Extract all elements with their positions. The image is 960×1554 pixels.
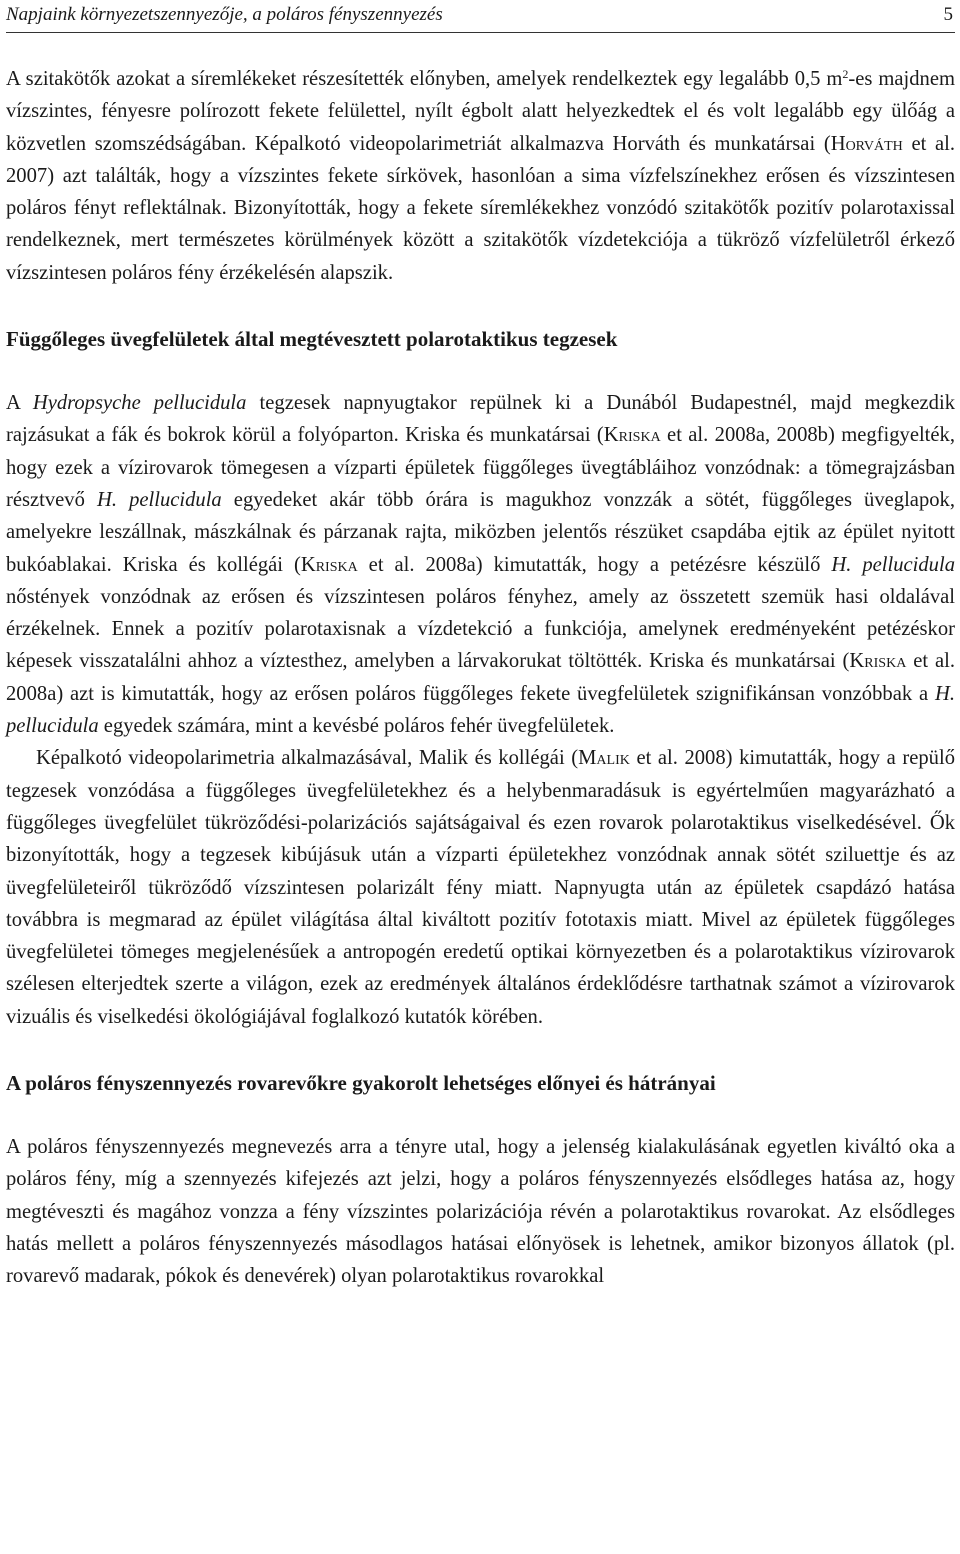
paragraph-malik-videopolarimetry [6, 742, 955, 1033]
section-heading-insectivores: A poláros fényszennyezés rovarevőkre gyakorolt lehetséges előnyei és hátrányai [6, 1071, 716, 1096]
paragraph-polarized-light-pollution [6, 1131, 955, 1292]
citation-author: Horváth [830, 132, 903, 155]
page-number: 5 [943, 4, 953, 25]
text-run: et al. 2008a) azt is kimutatták, hogy az erősen poláros függőleges fekete üvegfelületek szignifikánsan vonzóbbak a [6, 650, 955, 705]
paragraph-dragonfly-gravestones [6, 63, 955, 289]
text-run: A szitakötők azokat a síremlékeket részesítették előnyben, amelyek rendelkeztek egy legalább 0,5 m [6, 68, 843, 90]
page [6, 0, 955, 1293]
text-run: tegzesek napnyugtakor repülnek ki a Dunából Budapestnél, majd megkezdik rajzásukat a fák és bokrok körül a folyóparton. Kriska és munkatársai ( [6, 392, 956, 447]
superscript: 2 [842, 67, 849, 81]
text-run: et al. 2008a) kimutatták, hogy a petézésre készülő [357, 553, 832, 576]
species-name: Hydropsyche pellucidula [32, 392, 247, 415]
text-run: et al. 2007) azt találták, hogy a vízszintes fekete sírkövek, hasonlóan a sima vízfelszínekhez erősen és vízszintesen poláros fényt reflektálnak. Bizonyították, hogy a fekete síremlékekhez vonzódó szitakötők pozitív polarotaxissal rendelkeznek, mert természetes körülmények között a szitakötők vízdetekciója a tükröző vízfelületről érkező vízszintesen poláros fény érzékelésén alapszik. [6, 132, 955, 284]
text-run: et al. 2008a, 2008b) megfigyelték, hogy ezek a vízirovarok tömegesen a vízparti épületek függőleges üvegtábláihoz vonzódnak: a tömegrajzásban résztvevő [6, 424, 955, 511]
citation-author: Malik [578, 747, 630, 770]
citation-author: Kriska [849, 650, 907, 673]
text-run: egyedeket akár több órára is magukhoz vonzzák a sötét, függőleges üveglapok, amelyekre leszállnak, mászkálnak és párzanak rajta, miközben jelentős részüket csapdába ejtik az épület nyitott bukóablakai. Kriska és kollégái ( [6, 488, 955, 576]
text-run: Képalkotó videopolarimetria alkalmazásával, Malik és kollégái ( [36, 747, 579, 770]
text-run: nőstények vonzódnak az erősen és vízszintesen poláros fényhez, amely az összetett szemük hasi oldalával érzékelnek. Ennek a pozitív polarotaxisnak a vízdetekció a funkciója, amelynek eredményeként petézéskor képesek visszatalálni ahhoz a víztesthez, amelyben a lárvakorukat töltötték. Kriska és munkatársai ( [6, 585, 955, 673]
citation-author: Kriska [603, 424, 661, 447]
section-heading-caddisflies: Függőleges üvegfelületek által megtévesztett polarotaktikus tegzesek [6, 327, 618, 352]
text-run: egyedek számára, mint a kevésbé poláros fehér üvegfelületek. [98, 715, 615, 738]
text-run: A poláros fényszennyezés megnevezés arra a tényre utal, hogy a jelenség kialakulásának egyetlen kiváltó oka a poláros fény, míg a szennyezés kifejezés azt jelzi, hogy a poláros fényszennyezés elsődleges hatása az, hogy megtéveszti és magához vonzza a fény vízszintes polarizációja révén a polarotaktikus rovarokat. Az elsődleges hatás mellett a poláros fényszennyezés másodlagos hatásai előnyösek is lehetnek, amikor bizonyos állatok (pl. rovarevő madarak, pókok és denevérek) olyan polarotaktikus rovarokkal [6, 1136, 955, 1288]
text-run: A [6, 392, 33, 415]
species-name: H. pellucidula [6, 682, 955, 738]
species-name: H. pellucidula [96, 488, 222, 511]
running-head-title: Napjaink környezetszennyezője, a poláros fényszennyezés [6, 4, 443, 25]
text-run: -es majdnem vízszintes, fényesre polírozott fekete felülettel, nyílt égbolt alatt helyezkedtek el és volt legalább egy ülőág a közvetlen szomszédságában. Képalkotó videopolarimetriát alkalmazva Horváth és munkatársai ( [6, 68, 955, 155]
running-head [6, 0, 955, 33]
species-name: H. pellucidula [831, 553, 955, 576]
citation-author: Kriska [300, 553, 358, 576]
text-run: et al. 2008) kimutatták, hogy a repülő tegzesek vonzódása a függőleges üvegfelületekhez és a helybenmaradásuk is egyértelműen magyarázható a függőleges üvegfelület tükröződési-polarizációs sajátságaival és ezen rovarok polarotaktikus viselkedésével. Ők bizonyították, hogy a tegzesek kibújásuk után a vízparti épületekhez vonzódnak annak sötét sziluettje és az üvegfelületeiről tükröződő vízszintesen polarizált fény miatt. Napnyugta után az épületek csapdázó hatása továbbra is megmarad az épület világítása által kiváltott pozitív fototaxis miatt. Mivel az épületek függőleges üvegfelületei tömeges megjelenésűek a antropogén eredetű optikai környezetben és a polarotaktikus vízirovarok szélesen elterjedtek szerte a világon, ezek az eredmények általános érdeklődésre tarthatnak számot a vízirovarok vizuális és viselkedési ökológiájával foglalkozó kutatók körében. [6, 747, 955, 1028]
paragraph-caddisflies [6, 387, 955, 742]
